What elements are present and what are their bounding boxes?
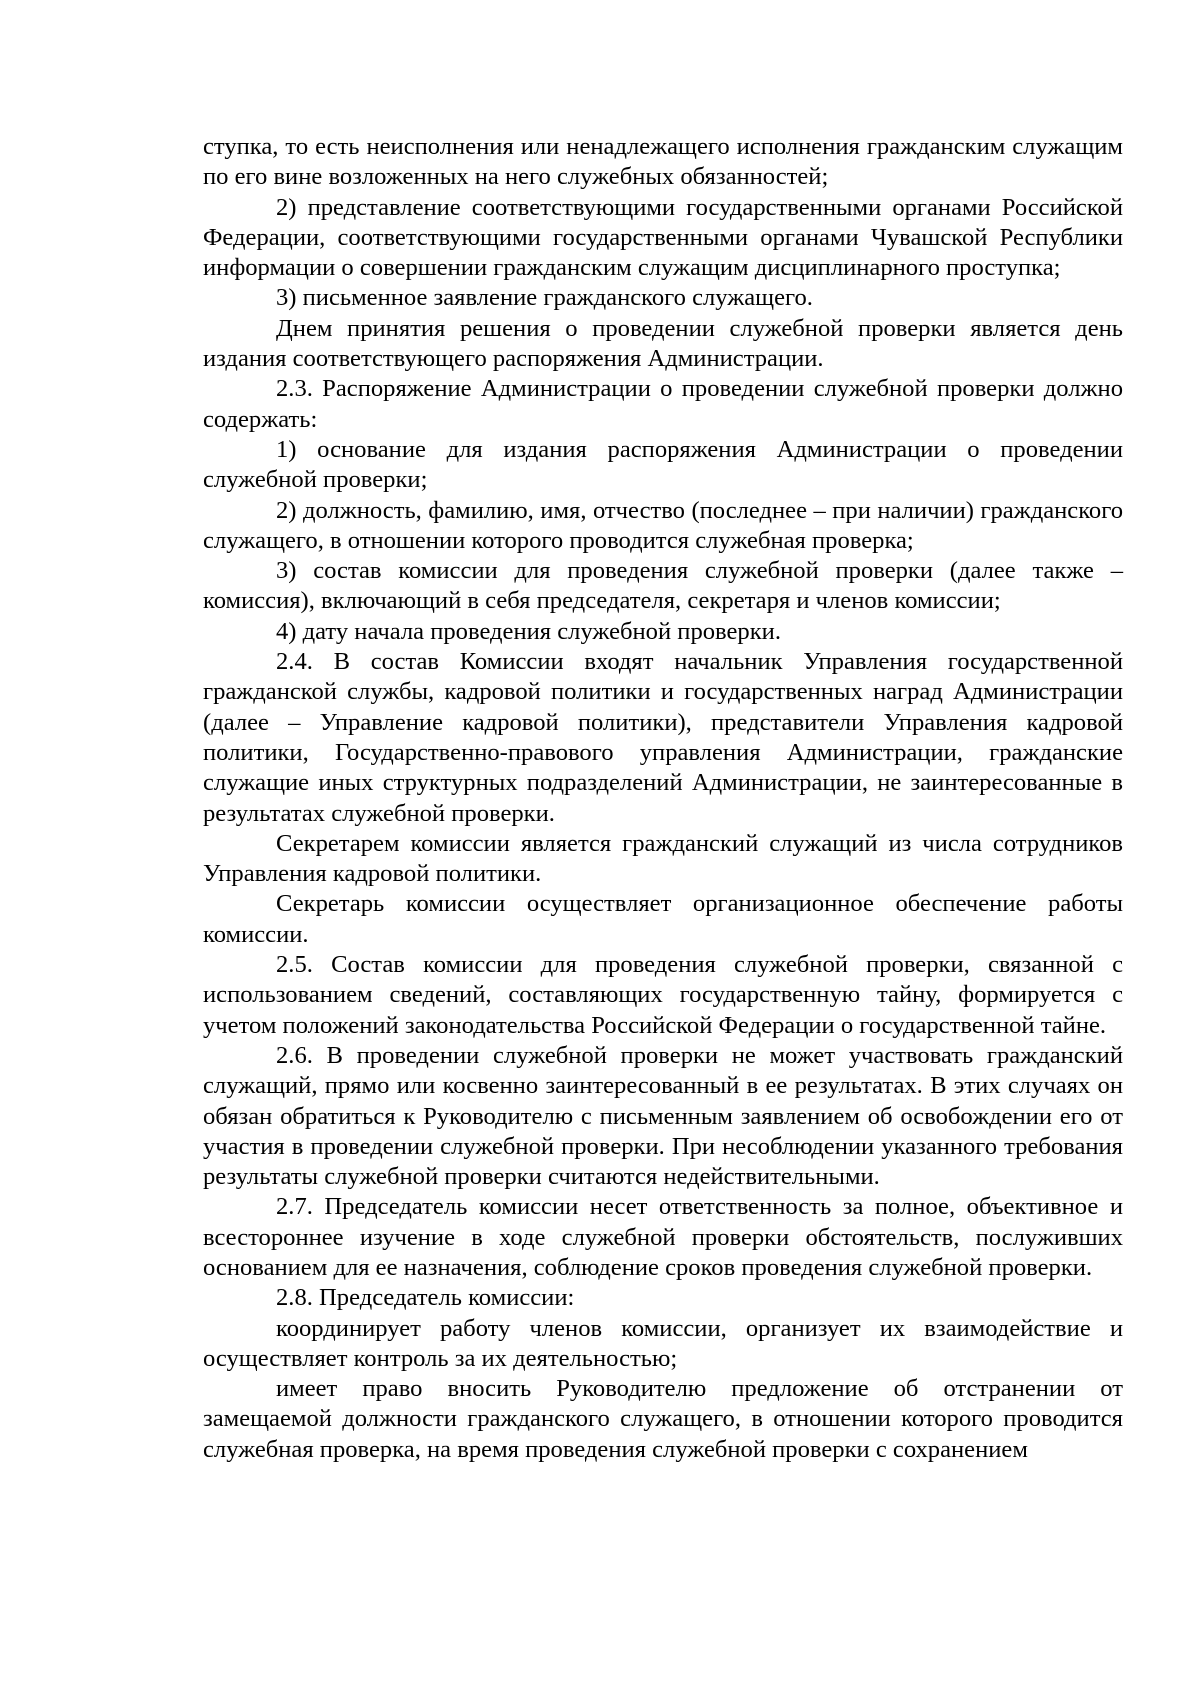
paragraph-12: Секретарь комиссии осуществляет организационное обеспечение работы комиссии. <box>203 890 1123 948</box>
paragraph-18: имеет право вносить Руководителю предложение об отстранении от замещаемой должности гражданского служащего, в отношении которого проводится служебная проверка, на время проведения служебной проверки с сохранением <box>203 1375 1123 1463</box>
paragraph-9: 4) дату начала проведения служебной проверки. <box>276 617 781 645</box>
paragraph-17: координирует работу членов комиссии, организует их взаимодействие и осуществляет контроль за их деятельностью; <box>203 1314 1123 1372</box>
document-body <box>203 132 1123 1465</box>
paragraph-13: 2.5. Состав комиссии для проведения служебной проверки, связанной с использованием сведений, составляющих государственную тайну, формируется с учетом положений законодательства Российской Федерации о государственной тайне. <box>203 951 1123 1039</box>
paragraph-16: 2.8. Председатель комиссии: <box>276 1284 575 1312</box>
paragraph-7: 2) должность, фамилию, имя, отчество (последнее – при наличии) гражданского служащего, в отношении которого проводится служебная проверка; <box>203 496 1123 554</box>
paragraph-8: 3) состав комиссии для проведения служебной проверки (далее также – комиссия), включающий в себя председателя, секретаря и членов комиссии; <box>203 557 1123 615</box>
paragraph-10: 2.4. В состав Комиссии входят начальник Управления государственной гражданской службы, кадровой политики и государственных наград Администрации (далее – Управление кадровой политики), представители Управления кадровой политики, Государственно-правового управления Администрации, гражданские служащие иных структурных подразделений Администрации, не заинтересованные в результатах служебной проверки. <box>203 648 1123 827</box>
paragraph-3: 3) письменное заявление гражданского служащего. <box>276 284 813 312</box>
paragraph-6: 1) основание для издания распоряжения Администрации о проведении служебной проверки; <box>203 435 1123 494</box>
paragraph-1: ступка, то есть неисполнения или ненадлежащего исполнения гражданским служащим по его вине возложенных на него служебных обязанностей; <box>203 133 1123 191</box>
paragraph-2: 2) представление соответствующими государственными органами Российской Федерации, соответствующими государственными органами Чувашской Республики информации о совершении гражданским служащим дисциплинарного проступка; <box>203 193 1123 282</box>
paragraph-5: 2.3. Распоряжение Администрации о проведении служебной проверки должно содержать: <box>203 375 1123 433</box>
paragraph-15: 2.7. Председатель комиссии несет ответственность за полное, объективное и всестороннее изучение в ходе служебной проверки обстоятельств, послуживших основанием для ее назначения, соблюдение сроков проведения служебной проверки. <box>203 1193 1123 1281</box>
paragraph-4: Днем принятия решения о проведении служебной проверки является день издания соответствующего распоряжения Администрации. <box>203 314 1123 373</box>
paragraph-11: Секретарем комиссии является гражданский служащий из числа сотрудников Управления кадровой политики. <box>203 829 1123 888</box>
paragraph-14: 2.6. В проведении служебной проверки не может участвовать гражданский служащий, прямо или косвенно заинтересованный в ее результатах. В этих случаях он обязан обратиться к Руководителю с письменным заявлением об освобождении его от участия в проведении служебной проверки. При несоблюдении указанного требования результаты служебной проверки считаются недействительными. <box>203 1041 1123 1191</box>
